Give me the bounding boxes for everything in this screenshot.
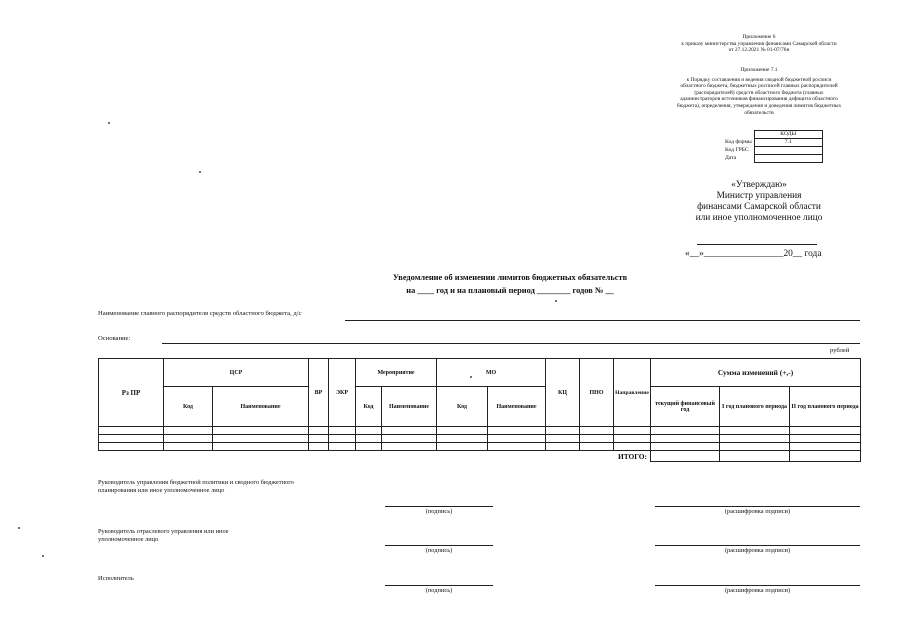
scan-speck	[555, 300, 557, 302]
scan-speck	[42, 555, 44, 557]
signer-2-role: Руководитель отраслевого управления или иное уполномоченное лицо	[98, 528, 229, 543]
signer-2-decode-caption: (расшифровка подписи)	[724, 547, 791, 554]
title-line-1: Уведомление об изменении лимитов бюджетных обязательств	[392, 273, 628, 282]
col-csr: ЦСР	[164, 359, 309, 387]
col-mo-name: Наименование	[488, 387, 546, 427]
distributor-label: Наименование главного распорядителя средств областного бюджета, д/с	[98, 310, 302, 317]
approval-signature-line	[697, 244, 817, 245]
form-code-value: 7.1	[754, 139, 822, 147]
scan-speck	[18, 527, 20, 529]
basis-label: Основание:	[98, 335, 131, 342]
col-rz-pr: Рз ПР	[99, 359, 164, 427]
appendix-71-line: областного бюджета, бюджетных росписей главных распорядителей	[680, 83, 838, 90]
col-pno: ПНО	[580, 359, 614, 427]
col-csr-code: Код	[164, 387, 213, 427]
col-plan-1: I год планового периода	[720, 387, 790, 427]
col-plan-2: II год планового периода	[790, 387, 861, 427]
appendix-71-line: администраторов источников финансирования дефицита областного	[680, 96, 838, 103]
signer-3-sign-line[interactable]	[385, 585, 493, 586]
col-ekr: ЭКР	[329, 359, 356, 427]
appendix-71-header	[628, 67, 890, 116]
approval-ministry: финансами Самарской области	[697, 202, 821, 212]
title-line-2: на ____ год и на плановый период ________ годов № __	[406, 286, 614, 295]
col-event-code: Код	[356, 387, 382, 427]
appendix-71-line: (распорядителей) средств областного бюджета (главных	[694, 89, 824, 96]
units-label: рублей	[830, 347, 850, 354]
total-current-year[interactable]	[651, 451, 720, 462]
total-plan-2[interactable]	[790, 451, 861, 462]
col-direction: Направление	[614, 359, 651, 427]
signer-3-decode-caption: (расшифровка подписи)	[724, 587, 791, 594]
codes-header: КОДЫ	[754, 131, 822, 139]
signer-2-sign-line[interactable]	[385, 545, 493, 546]
distributor-field[interactable]	[345, 320, 860, 321]
signer-3-role: Исполнитель	[98, 575, 134, 582]
col-event: Мероприятие	[356, 359, 437, 387]
appendix-71-line: к Порядку составления и ведения сводной бюджетной росписи	[686, 76, 832, 83]
approval-date: «__»_________________20__ года	[685, 249, 822, 259]
col-kc: КЦ	[546, 359, 580, 427]
total-row	[99, 451, 861, 462]
col-csr-name: Наименование	[213, 387, 309, 427]
col-sum: Сумма изменений (+,-)	[651, 359, 861, 387]
signer-1-decode-line[interactable]	[655, 506, 860, 507]
col-vr: ВР	[309, 359, 329, 427]
signer-3-decode-line[interactable]	[655, 585, 860, 586]
signer-2-decode-line[interactable]	[655, 545, 860, 546]
date-label: Дата	[725, 155, 737, 161]
appendix-71-line: бюджета), определения, утверждения и доведения лимитов бюджетных	[676, 102, 842, 109]
grbs-code-label: Код ГРБС	[725, 147, 749, 153]
appendix-71-title: Приложение 7.1	[740, 67, 778, 73]
appendix-71-line: обязательств	[744, 109, 774, 116]
col-current-year: текущий финансовый год	[651, 387, 720, 427]
grbs-code-value	[754, 147, 822, 155]
appendix-6-date: от 27.12.2021 № 01-07/76н	[728, 47, 790, 54]
col-mo: МО	[437, 359, 546, 387]
appendix-6-title: Приложение 6	[742, 34, 776, 40]
table-row	[99, 435, 861, 443]
total-label: ИТОГО:	[99, 451, 651, 462]
approval-title: «Утверждаю»	[731, 180, 787, 190]
form-code-label: Код формы	[725, 139, 752, 145]
table-row	[99, 427, 861, 435]
document-title	[300, 271, 720, 297]
table-row	[99, 443, 861, 451]
approval-alt: или иное уполномоченное лицо	[695, 213, 823, 223]
basis-field[interactable]	[162, 343, 860, 344]
appendix-71-body	[628, 77, 890, 117]
codes-table	[723, 130, 823, 163]
signer-3-sign-caption: (подпись)	[425, 587, 453, 594]
limits-table	[98, 358, 861, 462]
approval-block	[675, 180, 843, 224]
appendix-6-header	[628, 34, 890, 54]
col-mo-code: Код	[437, 387, 488, 427]
signer-1-role: Руководитель управления бюджетной политики и сводного бюджетного планирования или иное уполномоченное лицо	[98, 479, 294, 494]
col-event-name: Наименование	[382, 387, 437, 427]
appendix-6-order: к приказу министерства управления финансами Самарской области	[681, 40, 837, 47]
scan-speck	[470, 376, 472, 378]
approval-position: Министр управления	[716, 191, 802, 201]
scan-speck	[199, 171, 201, 173]
total-plan-1[interactable]	[720, 451, 790, 462]
date-value	[754, 155, 822, 163]
signer-2-sign-caption: (подпись)	[425, 547, 453, 554]
signer-1-sign-caption: (подпись)	[425, 508, 453, 515]
signer-1-decode-caption: (расшифровка подписи)	[724, 508, 791, 515]
signer-1-sign-line[interactable]	[385, 506, 493, 507]
scan-speck	[108, 122, 110, 124]
